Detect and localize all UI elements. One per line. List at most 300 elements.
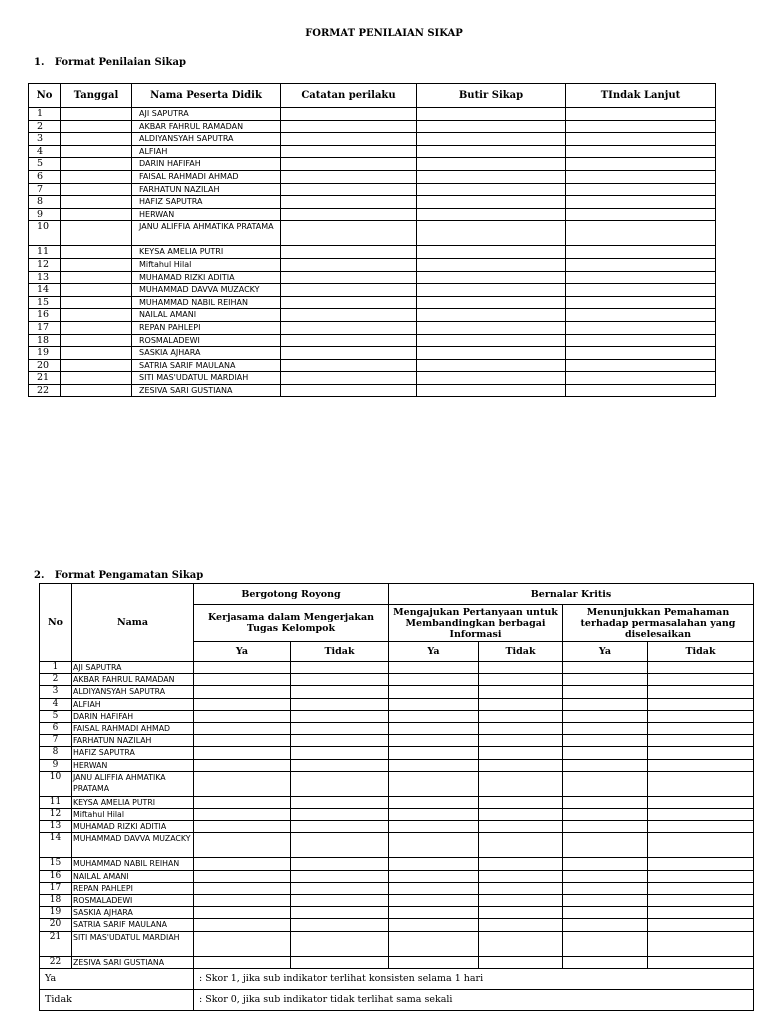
cell-score[interactable] (479, 833, 563, 858)
cell-tindak[interactable] (566, 309, 716, 322)
cell-score[interactable] (291, 821, 389, 833)
cell-score[interactable] (563, 809, 648, 821)
legend-key: Tidak (40, 989, 194, 1010)
cell-score[interactable] (291, 771, 389, 796)
cell-catatan[interactable] (281, 284, 417, 297)
cell-catatan[interactable] (281, 208, 417, 221)
cell-tindak[interactable] (566, 108, 716, 121)
row-number: 6 (40, 723, 72, 735)
cell-score[interactable] (648, 747, 754, 759)
cell-tanggal[interactable] (61, 384, 132, 397)
cell-score[interactable] (389, 931, 479, 956)
cell-tanggal[interactable] (61, 284, 132, 297)
cell-tanggal[interactable] (61, 158, 132, 171)
cell-student-name: ROSMALADEWI (72, 895, 194, 907)
cell-score[interactable] (389, 821, 479, 833)
cell-tindak[interactable] (566, 372, 716, 385)
cell-score[interactable] (648, 674, 754, 686)
cell-score[interactable] (291, 710, 389, 722)
row-number: 9 (29, 208, 61, 221)
cell-score[interactable] (389, 710, 479, 722)
cell-butir[interactable] (417, 183, 566, 196)
cell-tindak[interactable] (566, 145, 716, 158)
table-row (40, 662, 754, 674)
cell-student-name: ALFIAH (72, 698, 194, 710)
cell-score[interactable] (563, 686, 648, 698)
cell-catatan[interactable] (281, 347, 417, 360)
cell-tindak[interactable] (566, 183, 716, 196)
cell-tindak[interactable] (566, 384, 716, 397)
cell-tanggal[interactable] (61, 296, 132, 309)
cell-catatan[interactable] (281, 309, 417, 322)
cell-score[interactable] (648, 759, 754, 771)
cell-score[interactable] (648, 821, 754, 833)
cell-tanggal[interactable] (61, 133, 132, 146)
cell-score[interactable] (194, 919, 291, 931)
table-row (40, 674, 754, 686)
cell-butir[interactable] (417, 108, 566, 121)
col-header-nama: Nama (72, 584, 194, 662)
row-number: 18 (40, 895, 72, 907)
table-row (40, 919, 754, 931)
row-number: 1 (40, 662, 72, 674)
cell-score[interactable] (563, 674, 648, 686)
cell-score[interactable] (291, 662, 389, 674)
cell-student-name: ZESIVA SARI GUSTIANA (132, 384, 281, 397)
cell-score[interactable] (389, 698, 479, 710)
cell-student-name: ALFIAH (132, 145, 281, 158)
cell-student-name: JANU ALIFFIA AHMATIKA PRATAMA (132, 221, 281, 246)
cell-score[interactable] (479, 674, 563, 686)
table-row (29, 309, 716, 322)
cell-score[interactable] (291, 956, 389, 968)
cell-score[interactable] (479, 686, 563, 698)
cell-tanggal[interactable] (61, 321, 132, 334)
cell-score[interactable] (563, 931, 648, 956)
cell-score[interactable] (194, 895, 291, 907)
table-row (29, 108, 716, 121)
col-header-tanggal: Tanggal (61, 84, 132, 108)
cell-catatan[interactable] (281, 120, 417, 133)
cell-score[interactable] (563, 771, 648, 796)
cell-tindak[interactable] (566, 271, 716, 284)
cell-score[interactable] (291, 747, 389, 759)
table-row (29, 170, 716, 183)
cell-butir[interactable] (417, 258, 566, 271)
cell-tanggal[interactable] (61, 359, 132, 372)
cell-score[interactable] (648, 809, 754, 821)
cell-score[interactable] (389, 870, 479, 882)
cell-score[interactable] (291, 931, 389, 956)
cell-score[interactable] (563, 723, 648, 735)
cell-score[interactable] (563, 759, 648, 771)
cell-score[interactable] (563, 895, 648, 907)
table-row (29, 384, 716, 397)
row-number: 10 (29, 221, 61, 246)
cell-student-name: Miftahul Hilal (132, 258, 281, 271)
cell-score[interactable] (648, 723, 754, 735)
cell-score[interactable] (563, 747, 648, 759)
cell-score[interactable] (194, 882, 291, 894)
cell-tindak[interactable] (566, 258, 716, 271)
cell-score[interactable] (479, 919, 563, 931)
row-number: 16 (40, 870, 72, 882)
cell-score[interactable] (389, 919, 479, 931)
cell-score[interactable] (389, 674, 479, 686)
row-number: 5 (29, 158, 61, 171)
cell-tanggal[interactable] (61, 196, 132, 209)
cell-score[interactable] (194, 870, 291, 882)
cell-score[interactable] (291, 686, 389, 698)
legend-row (40, 989, 754, 1010)
cell-score[interactable] (389, 723, 479, 735)
cell-tanggal[interactable] (61, 221, 132, 246)
pengamatan-sikap-table (39, 583, 754, 1011)
cell-tindak[interactable] (566, 334, 716, 347)
col-header-tidak: Tidak (291, 642, 389, 662)
cell-tindak[interactable] (566, 221, 716, 246)
cell-score[interactable] (648, 698, 754, 710)
cell-score[interactable] (479, 698, 563, 710)
cell-catatan[interactable] (281, 158, 417, 171)
cell-score[interactable] (479, 870, 563, 882)
cell-tanggal[interactable] (61, 108, 132, 121)
cell-student-name: SATRIA SARIF MAULANA (72, 919, 194, 931)
cell-score[interactable] (479, 931, 563, 956)
col-header-no: No (40, 584, 72, 662)
cell-catatan[interactable] (281, 271, 417, 284)
col-header-catatan: Catatan perilaku (281, 84, 417, 108)
cell-score[interactable] (563, 882, 648, 894)
cell-score[interactable] (291, 809, 389, 821)
cell-score[interactable] (563, 907, 648, 919)
cell-tanggal[interactable] (61, 170, 132, 183)
cell-score[interactable] (389, 686, 479, 698)
cell-score[interactable] (291, 759, 389, 771)
cell-score[interactable] (291, 882, 389, 894)
cell-score[interactable] (389, 662, 479, 674)
cell-catatan[interactable] (281, 372, 417, 385)
legend-key: Ya (40, 968, 194, 989)
cell-student-name: SASKIA AJHARA (132, 347, 281, 360)
cell-butir[interactable] (417, 296, 566, 309)
cell-score[interactable] (648, 870, 754, 882)
cell-butir[interactable] (417, 145, 566, 158)
cell-score[interactable] (563, 821, 648, 833)
cell-score[interactable] (291, 907, 389, 919)
cell-tindak[interactable] (566, 284, 716, 297)
cell-score[interactable] (389, 809, 479, 821)
cell-score[interactable] (194, 735, 291, 747)
cell-butir[interactable] (417, 284, 566, 297)
cell-student-name: DARIN HAFIFAH (72, 710, 194, 722)
cell-butir[interactable] (417, 309, 566, 322)
cell-student-name: ALDIYANSYAH SAPUTRA (72, 686, 194, 698)
cell-score[interactable] (291, 870, 389, 882)
cell-score[interactable] (291, 833, 389, 858)
cell-butir[interactable] (417, 334, 566, 347)
cell-butir[interactable] (417, 321, 566, 334)
cell-score[interactable] (194, 821, 291, 833)
cell-catatan[interactable] (281, 359, 417, 372)
cell-tindak[interactable] (566, 158, 716, 171)
cell-student-name: NAILAL AMANI (72, 870, 194, 882)
cell-score[interactable] (194, 796, 291, 808)
cell-score[interactable] (563, 710, 648, 722)
section1-heading: 1. Format Penilaian Sikap (34, 57, 186, 68)
cell-score[interactable] (563, 662, 648, 674)
cell-score[interactable] (648, 956, 754, 968)
cell-score[interactable] (479, 759, 563, 771)
cell-butir[interactable] (417, 196, 566, 209)
cell-tanggal[interactable] (61, 183, 132, 196)
cell-score[interactable] (389, 796, 479, 808)
cell-score[interactable] (648, 858, 754, 870)
cell-score[interactable] (389, 735, 479, 747)
cell-student-name: ZESIVA SARI GUSTIANA (72, 956, 194, 968)
cell-butir[interactable] (417, 271, 566, 284)
row-number: 19 (29, 347, 61, 360)
cell-student-name: MUHAMMAD DAVVA MUZACKY (132, 284, 281, 297)
cell-tindak[interactable] (566, 208, 716, 221)
cell-tindak[interactable] (566, 196, 716, 209)
col-header-ya: Ya (563, 642, 648, 662)
cell-score[interactable] (479, 895, 563, 907)
cell-tanggal[interactable] (61, 120, 132, 133)
cell-score[interactable] (479, 723, 563, 735)
cell-score[interactable] (291, 735, 389, 747)
table-row (40, 759, 754, 771)
cell-student-name: AJI SAPUTRA (72, 662, 194, 674)
cell-student-name: MUHAMAD RIZKI ADITIA (72, 821, 194, 833)
cell-tanggal[interactable] (61, 334, 132, 347)
cell-tanggal[interactable] (61, 309, 132, 322)
cell-score[interactable] (194, 674, 291, 686)
cell-score[interactable] (479, 809, 563, 821)
cell-score[interactable] (648, 771, 754, 796)
cell-score[interactable] (479, 662, 563, 674)
section2-heading: 2. Format Pengamatan Sikap (34, 570, 204, 581)
table-row (40, 771, 754, 796)
legend-row (40, 968, 754, 989)
cell-score[interactable] (194, 858, 291, 870)
table-row (29, 284, 716, 297)
cell-score[interactable] (389, 771, 479, 796)
col-header-ya: Ya (194, 642, 291, 662)
cell-tanggal[interactable] (61, 258, 132, 271)
cell-student-name: DARIN HAFIFAH (132, 158, 281, 171)
cell-tindak[interactable] (566, 321, 716, 334)
cell-tanggal[interactable] (61, 208, 132, 221)
table-row (29, 120, 716, 133)
cell-catatan[interactable] (281, 321, 417, 334)
cell-catatan[interactable] (281, 384, 417, 397)
cell-catatan[interactable] (281, 108, 417, 121)
row-number: 16 (29, 309, 61, 322)
cell-score[interactable] (194, 747, 291, 759)
subheader-kerjasama: Kerjasama dalam Mengerjakan Tugas Kelompok (194, 605, 389, 642)
cell-butir[interactable] (417, 246, 566, 259)
cell-tindak[interactable] (566, 347, 716, 360)
cell-score[interactable] (291, 858, 389, 870)
cell-score[interactable] (648, 833, 754, 858)
row-number: 2 (40, 674, 72, 686)
cell-score[interactable] (194, 956, 291, 968)
cell-tindak[interactable] (566, 133, 716, 146)
cell-score[interactable] (194, 723, 291, 735)
cell-score[interactable] (563, 735, 648, 747)
cell-butir[interactable] (417, 120, 566, 133)
cell-tindak[interactable] (566, 170, 716, 183)
cell-tanggal[interactable] (61, 271, 132, 284)
cell-score[interactable] (563, 870, 648, 882)
cell-score[interactable] (648, 907, 754, 919)
cell-catatan[interactable] (281, 334, 417, 347)
row-number: 8 (40, 747, 72, 759)
cell-catatan[interactable] (281, 170, 417, 183)
cell-score[interactable] (563, 796, 648, 808)
row-number: 9 (40, 759, 72, 771)
cell-catatan[interactable] (281, 246, 417, 259)
cell-score[interactable] (648, 919, 754, 931)
cell-score[interactable] (563, 858, 648, 870)
cell-score[interactable] (479, 771, 563, 796)
cell-score[interactable] (479, 956, 563, 968)
cell-butir[interactable] (417, 221, 566, 246)
cell-score[interactable] (563, 956, 648, 968)
cell-student-name: KEYSA AMELIA PUTRI (132, 246, 281, 259)
table-header-row (40, 584, 754, 605)
cell-score[interactable] (194, 662, 291, 674)
table-row (29, 359, 716, 372)
cell-score[interactable] (563, 698, 648, 710)
cell-score[interactable] (648, 710, 754, 722)
cell-butir[interactable] (417, 384, 566, 397)
table-row (29, 221, 716, 246)
cell-score[interactable] (389, 895, 479, 907)
cell-score[interactable] (479, 907, 563, 919)
cell-catatan[interactable] (281, 258, 417, 271)
cell-tindak[interactable] (566, 246, 716, 259)
col-header-nama: Nama Peserta Didik (132, 84, 281, 108)
cell-score[interactable] (648, 686, 754, 698)
cell-score[interactable] (389, 759, 479, 771)
cell-tindak[interactable] (566, 359, 716, 372)
cell-score[interactable] (389, 956, 479, 968)
cell-score[interactable] (479, 735, 563, 747)
cell-catatan[interactable] (281, 183, 417, 196)
cell-score[interactable] (291, 796, 389, 808)
cell-score[interactable] (389, 858, 479, 870)
row-number: 4 (29, 145, 61, 158)
cell-score[interactable] (194, 759, 291, 771)
cell-score[interactable] (479, 796, 563, 808)
cell-catatan[interactable] (281, 145, 417, 158)
cell-score[interactable] (648, 895, 754, 907)
cell-catatan[interactable] (281, 221, 417, 246)
cell-tanggal[interactable] (61, 347, 132, 360)
group-header-gotong-royong: Bergotong Royong (194, 584, 389, 605)
cell-butir[interactable] (417, 208, 566, 221)
cell-tanggal[interactable] (61, 372, 132, 385)
cell-score[interactable] (389, 882, 479, 894)
cell-score[interactable] (389, 747, 479, 759)
row-number: 13 (29, 271, 61, 284)
table-row (40, 710, 754, 722)
cell-student-name: SITI MAS'UDATUL MARDIAH (132, 372, 281, 385)
col-header-tidak: Tidak (648, 642, 754, 662)
cell-score[interactable] (291, 674, 389, 686)
cell-butir[interactable] (417, 170, 566, 183)
table-row (40, 882, 754, 894)
cell-score[interactable] (291, 723, 389, 735)
cell-catatan[interactable] (281, 196, 417, 209)
row-number: 17 (29, 321, 61, 334)
cell-score[interactable] (479, 882, 563, 894)
cell-score[interactable] (648, 882, 754, 894)
cell-tanggal[interactable] (61, 145, 132, 158)
row-number: 10 (40, 771, 72, 796)
cell-butir[interactable] (417, 359, 566, 372)
cell-score[interactable] (389, 833, 479, 858)
cell-score[interactable] (648, 796, 754, 808)
cell-student-name: SITI MAS'UDATUL MARDIAH (72, 931, 194, 956)
cell-score[interactable] (291, 895, 389, 907)
table-row (29, 158, 716, 171)
cell-score[interactable] (194, 907, 291, 919)
cell-butir[interactable] (417, 158, 566, 171)
cell-score[interactable] (291, 919, 389, 931)
cell-butir[interactable] (417, 372, 566, 385)
cell-student-name: ALDIYANSYAH SAPUTRA (132, 133, 281, 146)
cell-score[interactable] (648, 662, 754, 674)
cell-score[interactable] (648, 931, 754, 956)
row-number: 14 (29, 284, 61, 297)
col-header-ya: Ya (389, 642, 479, 662)
cell-student-name: FARHATUN NAZILAH (72, 735, 194, 747)
cell-student-name: AKBAR FAHRUL RAMADAN (132, 120, 281, 133)
cell-score[interactable] (291, 698, 389, 710)
cell-score[interactable] (389, 907, 479, 919)
cell-student-name: ROSMALADEWI (132, 334, 281, 347)
cell-score[interactable] (563, 833, 648, 858)
cell-score[interactable] (194, 771, 291, 796)
cell-score[interactable] (194, 809, 291, 821)
cell-student-name: MUHAMMAD DAVVA MUZACKY (72, 833, 194, 858)
cell-tanggal[interactable] (61, 246, 132, 259)
cell-catatan[interactable] (281, 133, 417, 146)
cell-score[interactable] (648, 735, 754, 747)
cell-score[interactable] (194, 931, 291, 956)
cell-butir[interactable] (417, 133, 566, 146)
cell-score[interactable] (563, 919, 648, 931)
table-row (40, 698, 754, 710)
cell-tindak[interactable] (566, 120, 716, 133)
cell-score[interactable] (194, 833, 291, 858)
cell-catatan[interactable] (281, 296, 417, 309)
cell-score[interactable] (479, 821, 563, 833)
cell-score[interactable] (479, 747, 563, 759)
cell-score[interactable] (194, 698, 291, 710)
cell-butir[interactable] (417, 347, 566, 360)
cell-score[interactable] (194, 710, 291, 722)
cell-tindak[interactable] (566, 296, 716, 309)
cell-score[interactable] (194, 686, 291, 698)
penilaian-sikap-table (28, 83, 716, 397)
row-number: 22 (29, 384, 61, 397)
cell-score[interactable] (479, 858, 563, 870)
cell-score[interactable] (479, 710, 563, 722)
